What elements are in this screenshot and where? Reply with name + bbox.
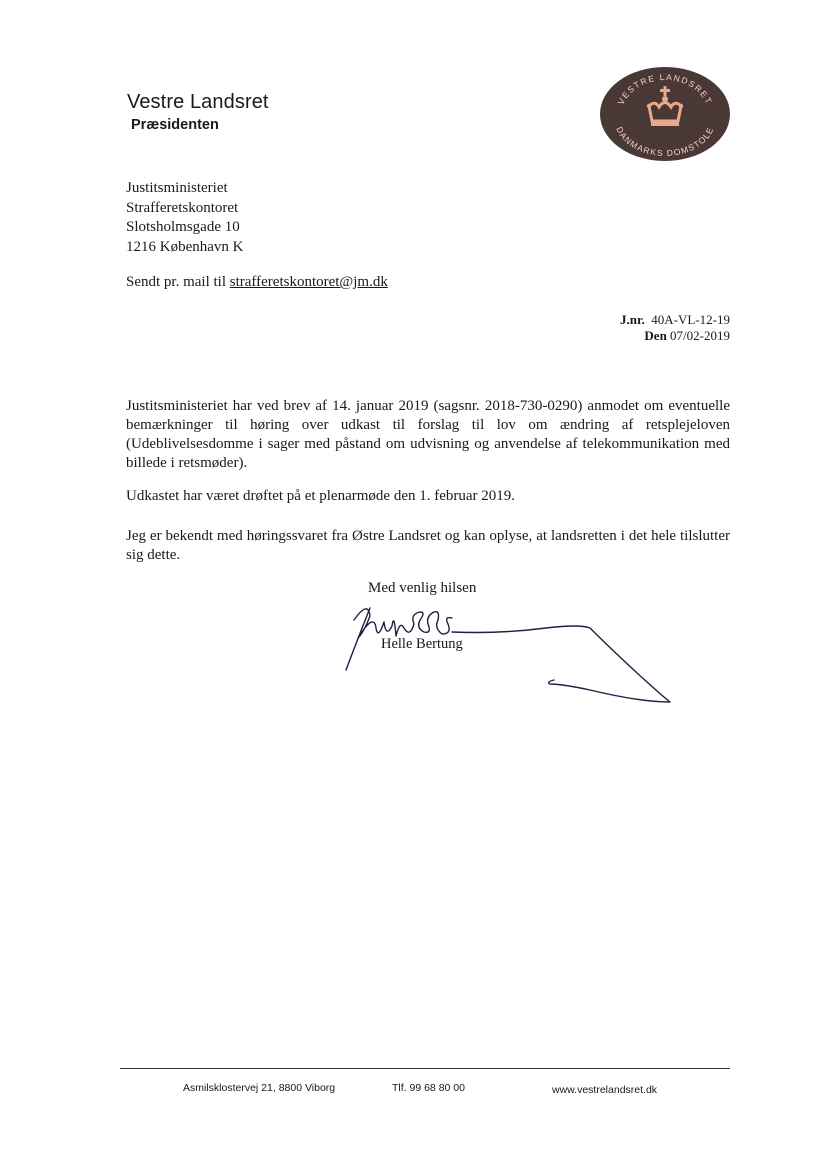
closing-greeting: Med venlig hilsen	[368, 580, 477, 596]
sent-by-mail-line	[126, 274, 388, 291]
organization-name: Vestre Landsret	[127, 91, 269, 113]
letter-date-value: 07/02-2019	[670, 328, 730, 343]
sent-prefix: Sendt pr. mail til	[126, 274, 226, 290]
recipient-line: 1216 København K	[126, 238, 244, 255]
signatory-name: Helle Bertung	[381, 636, 463, 652]
recipient-email-link[interactable]: strafferetskontoret@jm.dk	[229, 274, 388, 290]
recipient-address	[126, 179, 243, 257]
journal-number-row	[620, 312, 730, 328]
letter-date-row	[620, 328, 730, 344]
organization-subtitle: Præsidenten	[131, 117, 219, 133]
footer-address: Asmilsklostervej 21, 8800 Viborg	[183, 1082, 336, 1094]
footer-website-link[interactable]: www.vestrelandsret.dk	[552, 1084, 658, 1096]
footer-divider	[120, 1068, 730, 1069]
handwritten-signature	[340, 598, 690, 718]
reference-block	[620, 312, 730, 344]
body-paragraph: Udkastet har været drøftet på et plenarmøde den 1. februar 2019.	[126, 488, 516, 504]
journal-number-label: J.nr.	[619, 312, 645, 327]
court-seal-logo	[599, 66, 731, 162]
journal-number-value: 40A-VL-12-19	[651, 312, 730, 327]
recipient-line: Slotsholmsgade 10	[126, 219, 240, 235]
seal-bottom-text: DANMARKS DOMSTOLE	[614, 125, 716, 159]
seal-top-text: VESTRE LANDSRET	[615, 71, 715, 107]
recipient-line: Strafferetskontoret	[126, 199, 239, 216]
letter-date-label: Den	[644, 328, 667, 343]
body-paragraph: Justitsministeriet har ved brev af 14. januar 2019 (sagsnr. 2018-730-0290) anmodet om eventuelle bemærkninger til høring over udkast til forslag til lov om ændring af retsplejeloven (Udeblivelsesdomme i sager med påstand om udvisning og anvendelse af telekommunikation med billede i retsmøder).	[126, 398, 730, 471]
body-paragraph: Jeg er bekendt med høringssvaret fra Østre Landsret og kan oplyse, at landsretten i det hele tilslutter sig dette.	[126, 528, 730, 563]
footer-phone: Tlf. 99 68 80 00	[392, 1082, 465, 1094]
recipient-line: Justitsministeriet	[126, 180, 228, 196]
